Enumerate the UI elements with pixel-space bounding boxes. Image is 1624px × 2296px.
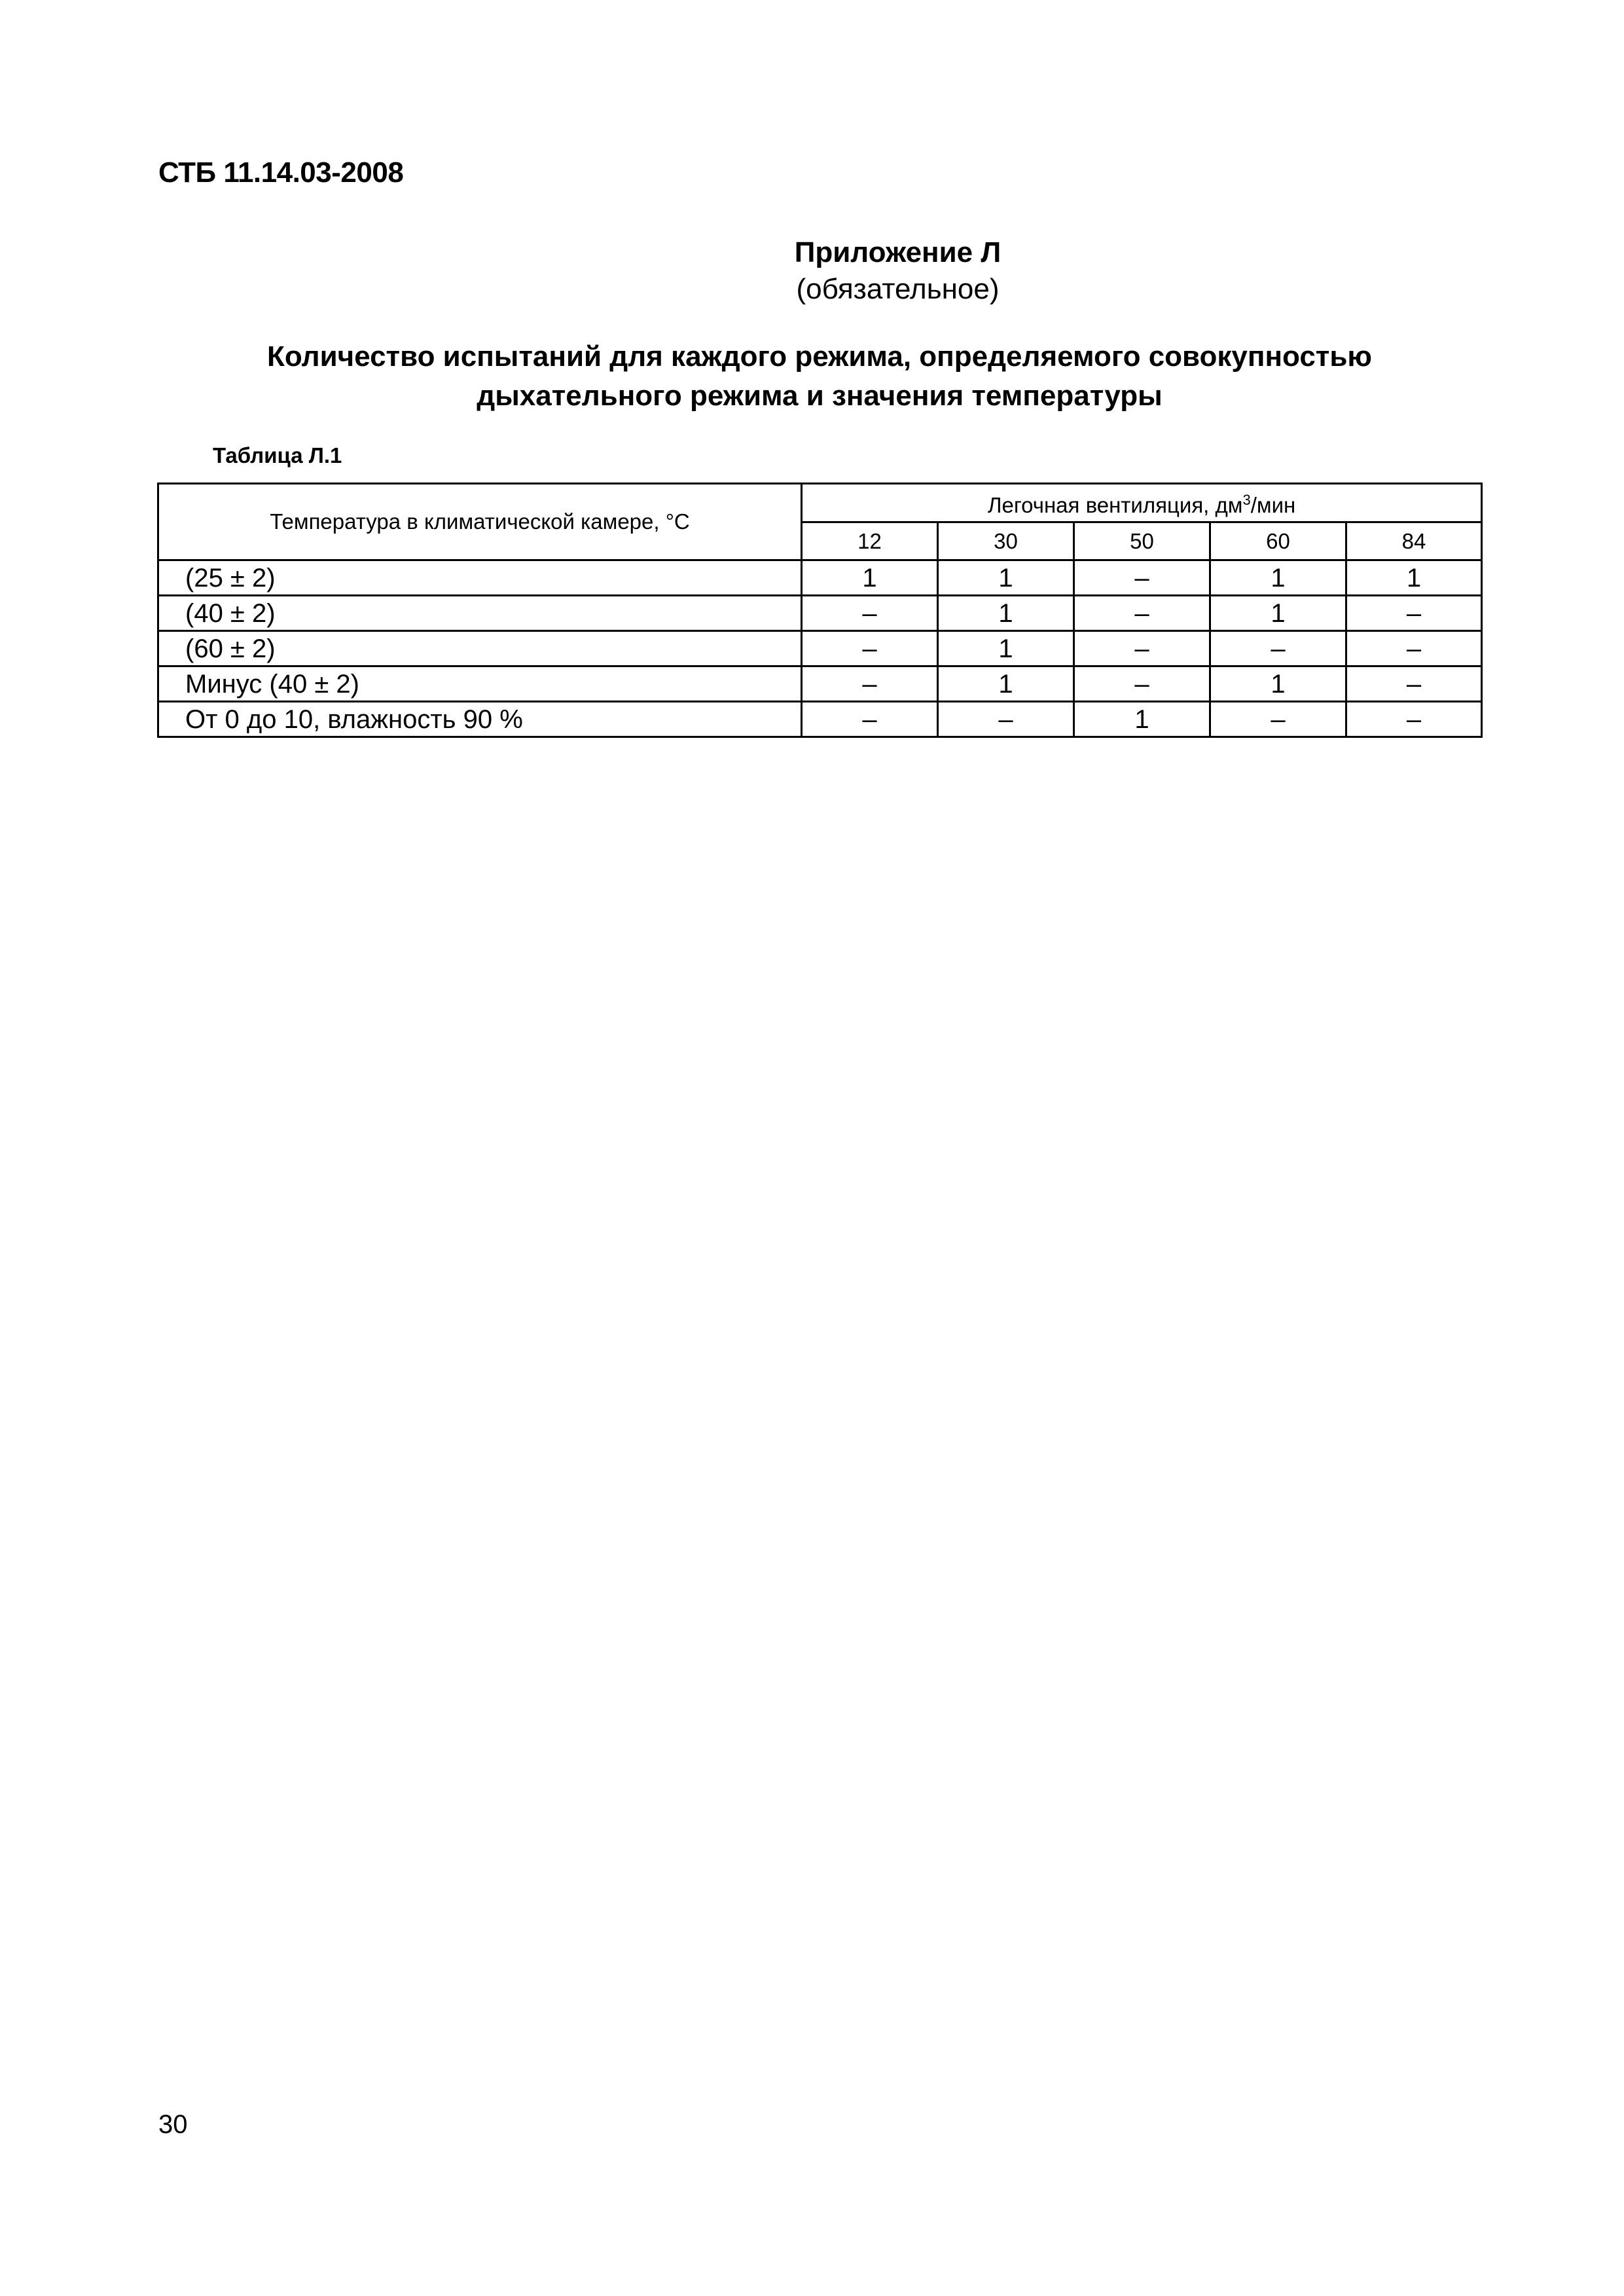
table-cell: 1 xyxy=(1210,596,1346,631)
section-title-line-2: дыхательного режима и значения температуры xyxy=(477,380,1163,412)
table-row xyxy=(158,702,1482,737)
table-cell: 1 xyxy=(938,560,1074,596)
annex-title: Приложение Л xyxy=(794,236,1001,268)
section-title xyxy=(158,337,1481,416)
table-cell: – xyxy=(1346,702,1482,737)
table-cell: – xyxy=(1074,596,1210,631)
table-cell: 1 xyxy=(938,631,1074,666)
table-header-row-1 xyxy=(158,484,1482,522)
table-row xyxy=(158,666,1482,702)
table-cell: 1 xyxy=(1210,666,1346,702)
table-cell: 1 xyxy=(938,666,1074,702)
table-row xyxy=(158,560,1482,596)
table-cell: – xyxy=(802,596,938,631)
header-ventilation-sup: 3 xyxy=(1242,492,1251,508)
table-cell: – xyxy=(1346,666,1482,702)
column-header: 12 xyxy=(802,522,938,560)
header-temperature: Температура в климатической камере, °С xyxy=(158,484,802,560)
table-row xyxy=(158,631,1482,666)
row-label: (60 ± 2) xyxy=(158,631,802,666)
table-cell: 1 xyxy=(1346,560,1482,596)
annex-status: (обязательное) xyxy=(796,273,1000,305)
table-cell: – xyxy=(1210,702,1346,737)
table-cell: – xyxy=(802,631,938,666)
column-header: 60 xyxy=(1210,522,1346,560)
table-cell: – xyxy=(1074,560,1210,596)
table-cell: – xyxy=(1210,631,1346,666)
column-header: 30 xyxy=(938,522,1074,560)
table-cell: – xyxy=(802,702,938,737)
table-cell: 1 xyxy=(938,596,1074,631)
table-cell: 1 xyxy=(1210,560,1346,596)
header-ventilation xyxy=(802,484,1482,522)
table-cell: – xyxy=(1074,666,1210,702)
document-code: СТБ 11.14.03-2008 xyxy=(158,156,404,189)
table-cell: – xyxy=(802,666,938,702)
column-header: 50 xyxy=(1074,522,1210,560)
header-ventilation-prefix: Легочная вентиляция, дм xyxy=(987,493,1243,517)
row-label: От 0 до 10, влажность 90 % xyxy=(158,702,802,737)
table-cell: – xyxy=(938,702,1074,737)
row-label: (40 ± 2) xyxy=(158,596,802,631)
test-count-table xyxy=(157,483,1483,738)
table-cell: – xyxy=(1346,631,1482,666)
table-caption: Таблица Л.1 xyxy=(213,443,342,467)
header-ventilation-suffix: /мин xyxy=(1250,493,1296,517)
table-cell: – xyxy=(1074,631,1210,666)
table-cell: 1 xyxy=(802,560,938,596)
row-label: Минус (40 ± 2) xyxy=(158,666,802,702)
section-title-line-1: Количество испытаний для каждого режима, определяемого совокупностью xyxy=(267,340,1372,373)
table-cell: 1 xyxy=(1074,702,1210,737)
page-number: 30 xyxy=(158,2110,188,2139)
row-label: (25 ± 2) xyxy=(158,560,802,596)
column-header: 84 xyxy=(1346,522,1482,560)
table-cell: – xyxy=(1346,596,1482,631)
table-row xyxy=(158,596,1482,631)
annex-heading xyxy=(0,234,1624,308)
